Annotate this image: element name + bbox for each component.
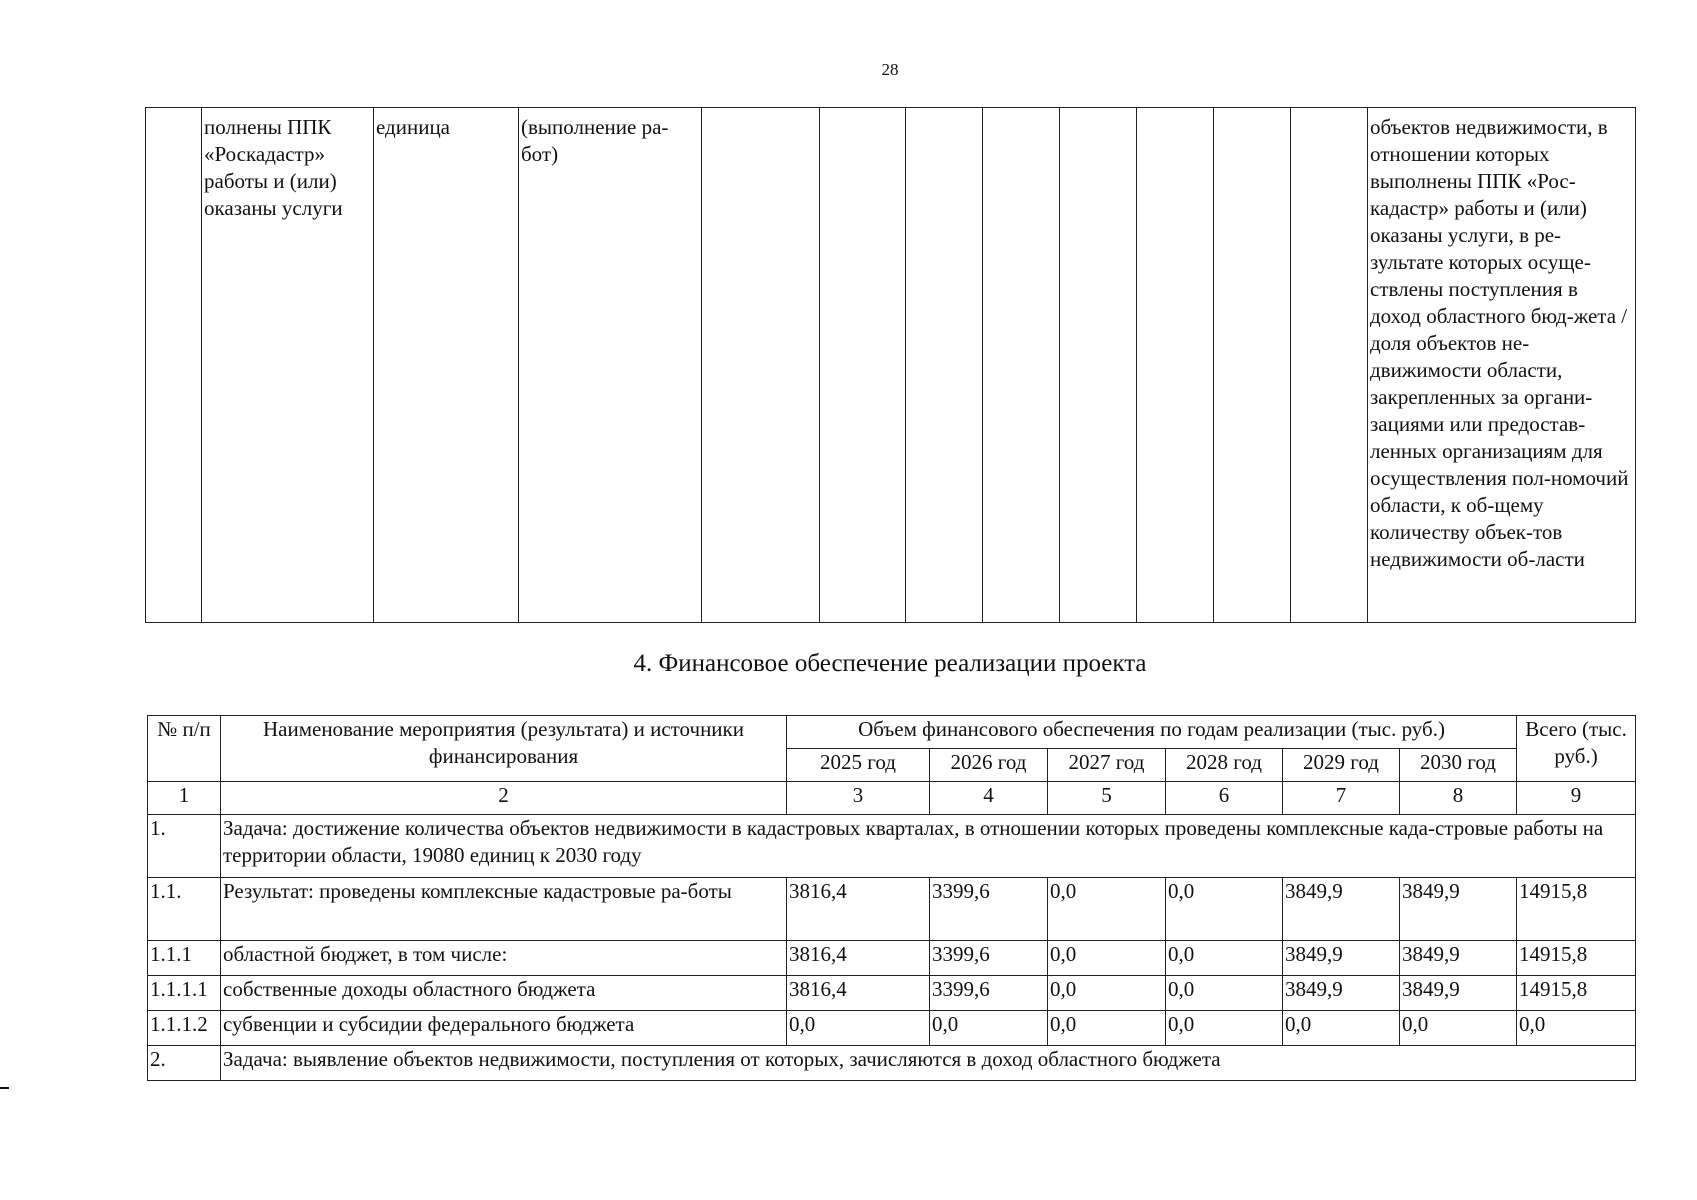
cell-type: (выполнение ра-бот) — [519, 108, 702, 623]
cell-empty — [702, 108, 820, 623]
row-value: 3816,4 — [787, 941, 930, 976]
task-row — [148, 815, 1636, 878]
row-value: 0,0 — [1048, 976, 1166, 1011]
row-total: 14915,8 — [1517, 878, 1636, 941]
row-value: 0,0 — [1166, 941, 1283, 976]
table-row — [148, 976, 1636, 1011]
header-volume: Объем финансового обеспечения по годам реализации (тыс. руб.) — [787, 716, 1517, 749]
task-row — [148, 1046, 1636, 1081]
header-year: 2029 год — [1283, 749, 1400, 782]
column-number: 7 — [1283, 782, 1400, 815]
row-value: 3399,6 — [930, 878, 1048, 941]
row-value: 0,0 — [1048, 941, 1166, 976]
header-year: 2030 год — [1400, 749, 1517, 782]
row-name: субвенции и субсидии федерального бюджета — [221, 1011, 787, 1046]
header-year: 2026 год — [930, 749, 1048, 782]
task-text: Задача: достижение количества объектов недвижимости в кадастровых кварталах, в отношении которых проведены комплексные када-стровые работы на территории области, 19080 единиц к 2030 году — [221, 815, 1636, 878]
table-row — [148, 1011, 1636, 1046]
row-value: 3849,9 — [1400, 976, 1517, 1011]
section-title: 4. Финансовое обеспечение реализации проекта — [633, 650, 1147, 677]
row-num: 1.1.1.1 — [148, 976, 221, 1011]
cell-empty — [1137, 108, 1214, 623]
cell-empty — [820, 108, 906, 623]
column-number: 2 — [221, 782, 787, 815]
row-num: 1.1.1 — [148, 941, 221, 976]
header-year: 2028 год — [1166, 749, 1283, 782]
column-number: 6 — [1166, 782, 1283, 815]
header-num: № п/п — [148, 716, 221, 782]
row-value: 3849,9 — [1400, 878, 1517, 941]
row-name: Результат: проведены комплексные кадастровые ра-боты — [221, 878, 787, 941]
cell-number — [146, 108, 202, 623]
column-number: 3 — [787, 782, 930, 815]
row-num: 1.1.1.2 — [148, 1011, 221, 1046]
row-value: 0,0 — [1166, 1011, 1283, 1046]
column-numbers-row — [148, 782, 1636, 815]
row-num: 2. — [148, 1046, 221, 1081]
row-value: 0,0 — [1283, 1011, 1400, 1046]
row-value: 0,0 — [1166, 878, 1283, 941]
table-row — [146, 108, 1636, 623]
row-value: 0,0 — [787, 1011, 930, 1046]
column-number: 5 — [1048, 782, 1166, 815]
row-total: 14915,8 — [1517, 941, 1636, 976]
cell-methodology: объектов недвижимости, в отношении которых выполнены ППК «Рос-кадастр» работы и (или) оказаны услуги, в ре-зультате которых осуще-ствлены поступления в доход областного бюд-жета / доля объектов не-движимости области, закрепленных за органи-зациями или предостав-ленных организациям для осуществления пол-номочий области, к об-щему количеству объек-тов недвижимости об-ласти — [1368, 108, 1636, 623]
row-value: 3816,4 — [787, 976, 930, 1011]
row-value: 3399,6 — [930, 976, 1048, 1011]
column-number: 1 — [148, 782, 221, 815]
table-row — [148, 878, 1636, 941]
scan-edge-mark — [0, 1087, 9, 1089]
cell-empty — [1060, 108, 1137, 623]
row-value: 0,0 — [1048, 1011, 1166, 1046]
row-value: 0,0 — [1166, 976, 1283, 1011]
row-num: 1.1. — [148, 878, 221, 941]
row-value: 0,0 — [1048, 878, 1166, 941]
row-name: областной бюджет, в том числе: — [221, 941, 787, 976]
header-year: 2027 год — [1048, 749, 1166, 782]
page-number: 28 — [881, 60, 899, 79]
cell-empty — [983, 108, 1060, 623]
row-value: 3849,9 — [1283, 941, 1400, 976]
financing-table — [147, 715, 1636, 1081]
row-value: 3816,4 — [787, 878, 930, 941]
row-value: 3849,9 — [1283, 976, 1400, 1011]
row-total: 14915,8 — [1517, 976, 1636, 1011]
header-year: 2025 год — [787, 749, 930, 782]
table-row — [148, 941, 1636, 976]
row-value: 0,0 — [1400, 1011, 1517, 1046]
cell-empty — [1291, 108, 1368, 623]
column-number: 9 — [1517, 782, 1636, 815]
header-row — [148, 716, 1636, 749]
row-total: 0,0 — [1517, 1011, 1636, 1046]
task-text: Задача: выявление объектов недвижимости, поступления от которых, зачисляются в доход областного бюджета — [221, 1046, 1636, 1081]
header-total: Всего (тыс. руб.) — [1517, 716, 1636, 782]
cell-empty — [1214, 108, 1291, 623]
row-value: 0,0 — [930, 1011, 1048, 1046]
row-num: 1. — [148, 815, 221, 878]
cell-unit: единица — [374, 108, 519, 623]
row-value: 3399,6 — [930, 941, 1048, 976]
row-name: собственные доходы областного бюджета — [221, 976, 787, 1011]
column-number: 4 — [930, 782, 1048, 815]
cell-empty — [906, 108, 983, 623]
row-value: 3849,9 — [1283, 878, 1400, 941]
column-number: 8 — [1400, 782, 1517, 815]
row-value: 3849,9 — [1400, 941, 1517, 976]
cell-indicator-name: полнены ППК «Роскадастр» работы и (или) оказаны услуги — [202, 108, 374, 623]
continued-indicators-table — [145, 107, 1636, 623]
header-name: Наименование мероприятия (результата) и источники финансирования — [221, 716, 787, 782]
